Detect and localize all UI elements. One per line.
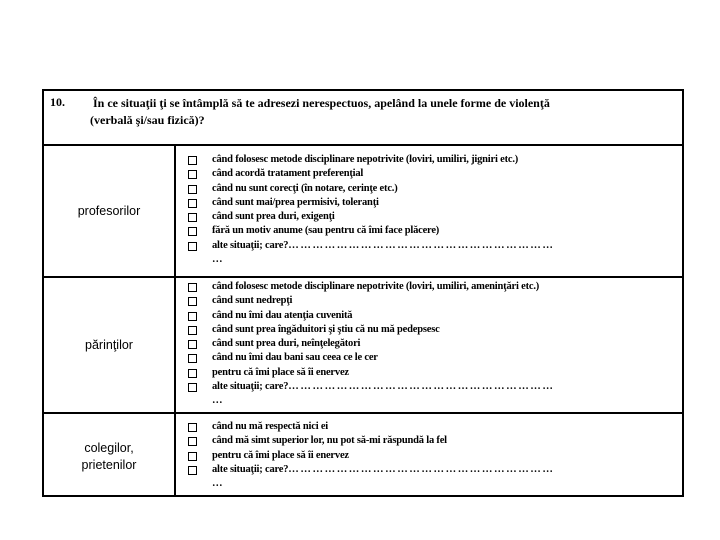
option-row[interactable]: când nu mă respectă nici ei [188, 421, 678, 435]
option-continuation [188, 395, 678, 409]
survey-table [42, 89, 684, 497]
checkbox[interactable] [188, 437, 197, 446]
section-parents [44, 278, 682, 414]
checkbox[interactable] [188, 326, 197, 335]
checkbox[interactable] [188, 170, 197, 179]
fill-in-dots[interactable]: ………………………………………………………… [288, 463, 555, 475]
target-label-colleagues-line1: colegilor, [84, 441, 134, 455]
target-label-teachers: profesorilor [77, 204, 141, 218]
checkbox[interactable] [188, 340, 197, 349]
option-row[interactable]: când folosesc metode disciplinare nepotrivite (loviri, umiliri, jigniri etc.) [188, 154, 678, 168]
fill-in-dots[interactable]: ………………………………………………………… [288, 239, 555, 251]
option-row[interactable]: când nu îmi dau atenţia cuvenită [188, 310, 678, 324]
option-row-other[interactable]: alte situaţii; care?………………………………………………………… [188, 464, 678, 478]
options-colleagues [188, 421, 678, 492]
question-line-2: (verbală şi/sau fizică)? [90, 113, 205, 127]
checkbox[interactable] [188, 466, 197, 475]
section-teachers [44, 146, 682, 278]
option-row[interactable]: pentru că îmi place să îi enervez [188, 450, 678, 464]
option-row[interactable]: când nu sunt corecţi (în notare, cerinţe etc.) [188, 183, 678, 197]
option-row[interactable]: când nu îmi dau bani sau ceea ce le cer [188, 352, 678, 366]
option-row[interactable]: când folosesc metode disciplinare nepotrivite (loviri, umiliri, ameninţări etc.) [188, 281, 678, 295]
option-continuation [188, 254, 678, 268]
checkbox[interactable] [188, 227, 197, 236]
checkbox[interactable] [188, 383, 197, 392]
checkbox[interactable] [188, 312, 197, 321]
option-row[interactable]: pentru că îmi place să îi enervez [188, 367, 678, 381]
option-row-other[interactable]: alte situaţii; care?………………………………………………………… [188, 381, 678, 395]
fill-in-dots-cont[interactable]: … [212, 478, 225, 490]
option-continuation [188, 478, 678, 492]
checkbox[interactable] [188, 156, 197, 165]
option-row[interactable]: când sunt prea îngăduitori şi ştiu că nu mă pedepsesc [188, 324, 678, 338]
question-text [90, 95, 650, 129]
option-row[interactable]: când sunt prea duri, neînţelegători [188, 338, 678, 352]
question-header [44, 91, 682, 146]
checkbox[interactable] [188, 213, 197, 222]
fill-in-dots-cont[interactable]: … [212, 395, 225, 407]
option-row-other[interactable]: alte situaţii; care?………………………………………………………… [188, 240, 678, 254]
checkbox[interactable] [188, 354, 197, 363]
checkbox[interactable] [188, 199, 197, 208]
section-colleagues [44, 414, 682, 497]
option-row[interactable]: fără un motiv anume (sau pentru că îmi face plăcere) [188, 225, 678, 239]
checkbox[interactable] [188, 297, 197, 306]
option-row[interactable]: când acordă tratament preferenţial [188, 168, 678, 182]
option-row[interactable]: când sunt mai/prea permisivi, toleranţi [188, 197, 678, 211]
checkbox[interactable] [188, 185, 197, 194]
question-line-1: În ce situaţii ţi se întâmplă să te adresezi nerespectuos, apelând la unele forme de violenţă [93, 96, 550, 110]
fill-in-dots[interactable]: ………………………………………………………… [288, 381, 555, 393]
options-parents [188, 281, 678, 410]
checkbox[interactable] [188, 452, 197, 461]
question-number: 10. [50, 95, 65, 109]
checkbox[interactable] [188, 242, 197, 251]
target-label-colleagues [44, 440, 174, 474]
checkbox[interactable] [188, 369, 197, 378]
target-label-colleagues-line2: prietenilor [81, 458, 137, 472]
option-row[interactable]: când sunt nedrepţi [188, 295, 678, 309]
target-label-parents: părinţilor [85, 338, 133, 352]
options-teachers [188, 154, 678, 268]
option-row[interactable]: când sunt prea duri, exigenţi [188, 211, 678, 225]
checkbox[interactable] [188, 283, 197, 292]
checkbox[interactable] [188, 423, 197, 432]
fill-in-dots-cont[interactable]: … [212, 254, 225, 266]
option-row[interactable]: când mă simt superior lor, nu pot să-mi răspundă la fel [188, 435, 678, 449]
